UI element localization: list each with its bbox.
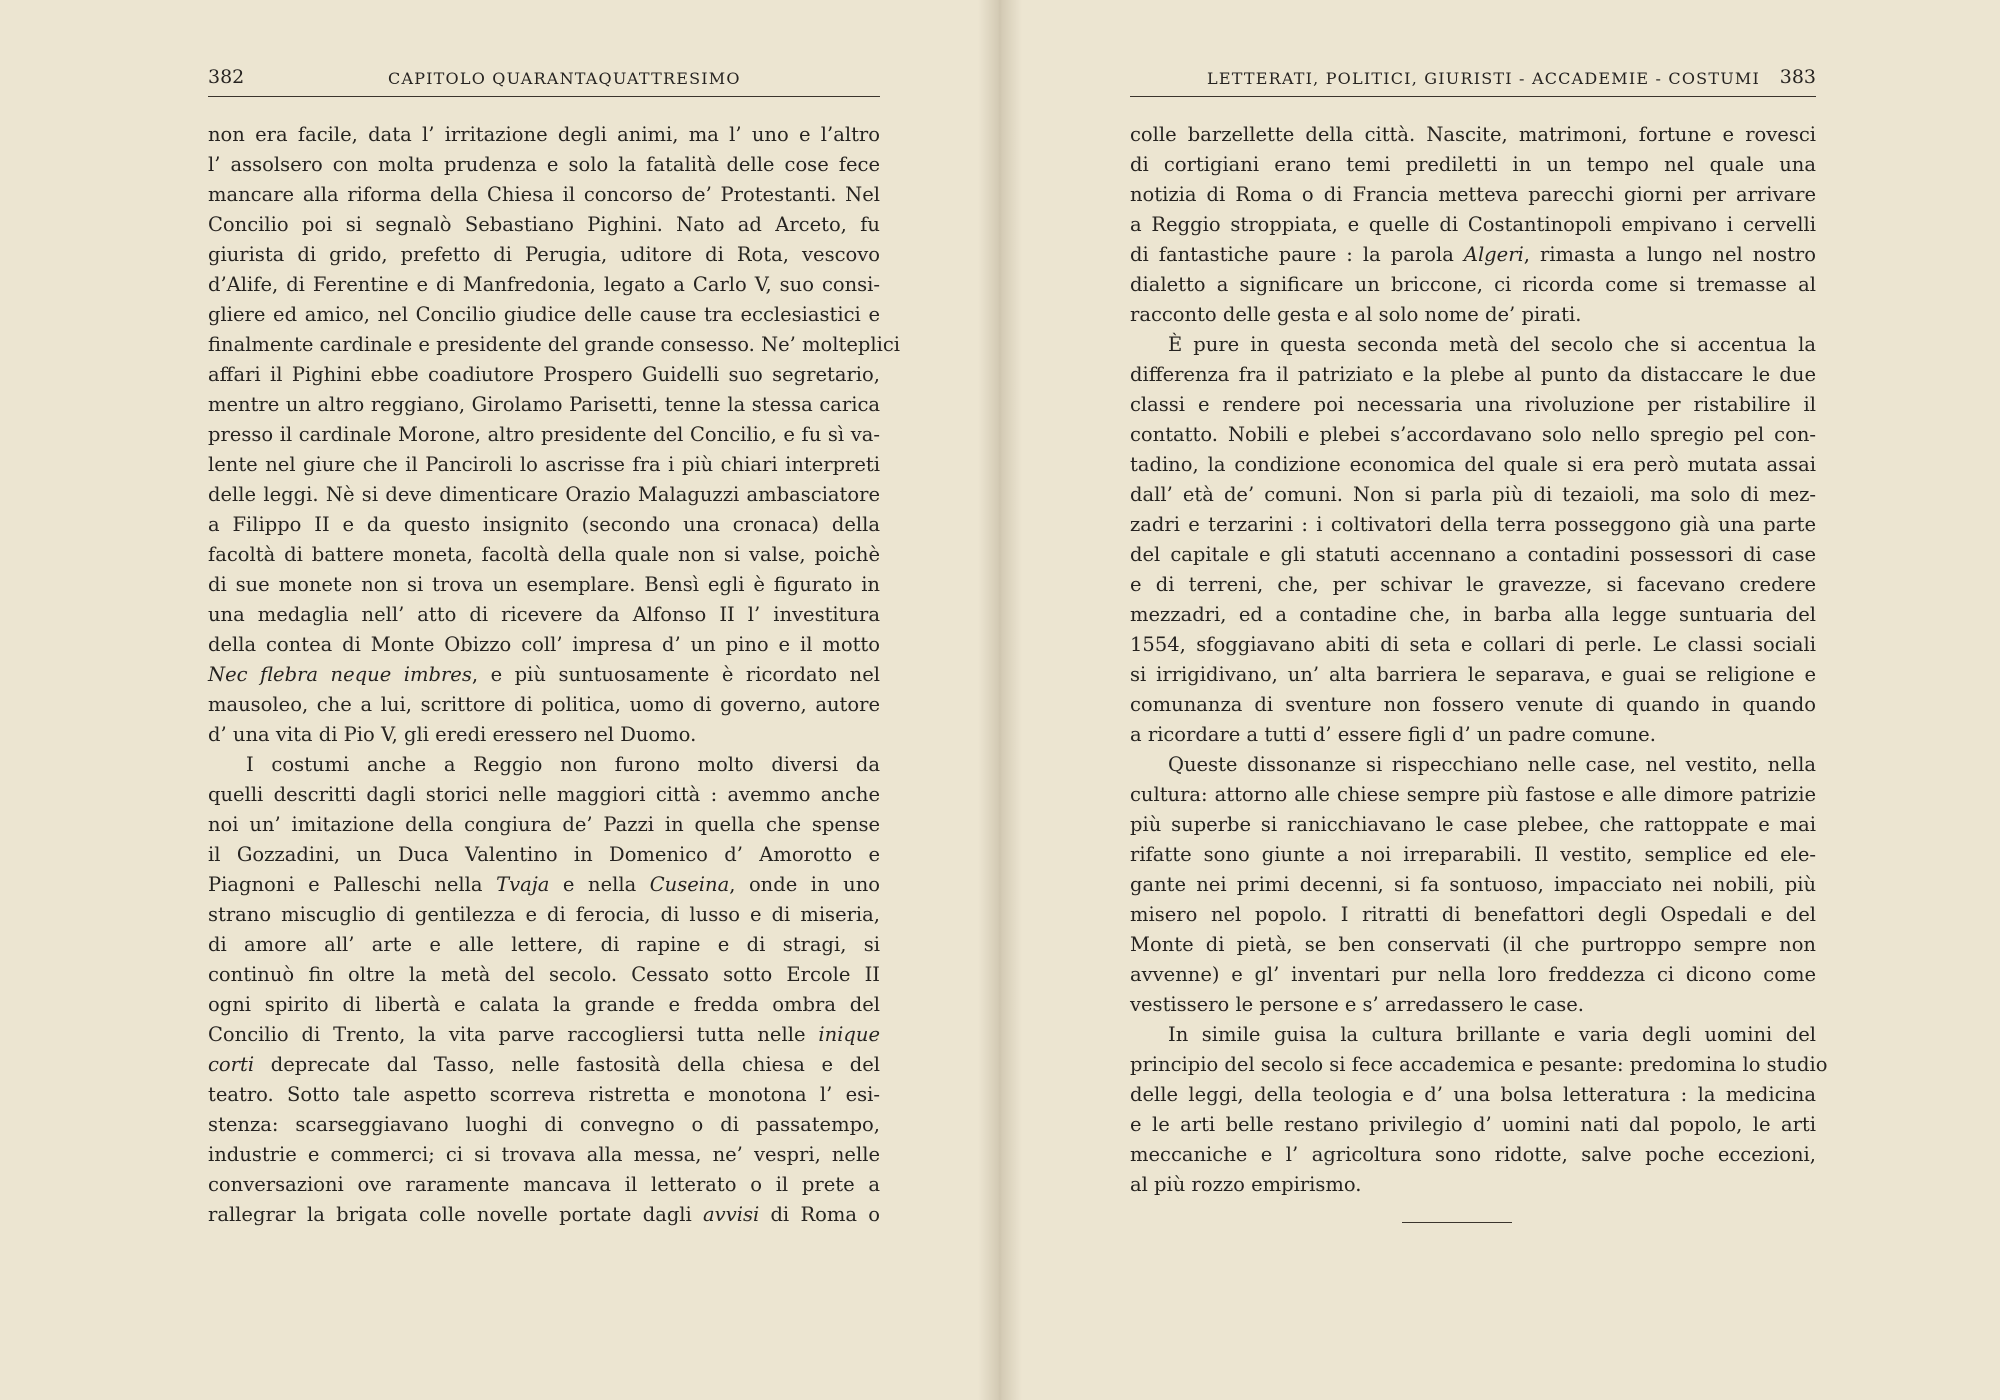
text-line: d’Alife, di Ferentine e di Manfredonia, legato a Carlo V, suo consi- bbox=[208, 273, 880, 296]
text-line: noi un’ imitazione della congiura de’ Pazzi in quella che spense bbox=[208, 813, 880, 836]
text-line: al più rozzo empirismo. bbox=[1130, 1173, 1362, 1196]
text-line: continuò fin oltre la metà del secolo. Cessato sotto Ercole II bbox=[208, 963, 880, 986]
text-line: differenza fra il patriziato e la plebe al punto da distaccare le due bbox=[1130, 363, 1816, 386]
text-line: I costumi anche a Reggio non furono molto diversi da bbox=[246, 753, 880, 776]
text-line: gante nei primi decenni, si fa sontuoso, impacciato nei nobili, più bbox=[1130, 873, 1816, 896]
text-line: ogni spirito di libertà e calata la grande e fredda ombra del bbox=[208, 993, 880, 1016]
text-line: racconto delle gesta e al solo nome de’ pirati. bbox=[1130, 303, 1582, 326]
text-line: presso il cardinale Morone, altro presidente del Concilio, e fu sì va- bbox=[208, 423, 880, 446]
text-line: rifatte sono giunte a noi irreparabili. Il vestito, semplice ed ele- bbox=[1130, 843, 1816, 866]
text-line: e le arti belle restano privilegio d’ uomini nati dal popolo, le arti bbox=[1130, 1113, 1816, 1136]
text-line: quelli descritti dagli storici nelle maggiori città : avemmo anche bbox=[208, 783, 880, 806]
text-line: a Reggio stroppiata, e quelle di Costantinopoli empivano i cervelli bbox=[1130, 213, 1816, 236]
text-line: il Gozzadini, un Duca Valentino in Domenico d’ Amorotto e bbox=[208, 843, 880, 866]
text-line: l’ assolsero con molta prudenza e solo la fatalità delle cose fece bbox=[208, 153, 880, 176]
text-line: notizia di Roma o di Francia metteva parecchi giorni per arrivare bbox=[1130, 183, 1816, 206]
text-line: Monte di pietà, se ben conservati (il che purtroppo sempre non bbox=[1130, 933, 1816, 956]
text-line: Concilio poi si segnalò Sebastiano Pighini. Nato ad Arceto, fu bbox=[208, 213, 880, 236]
text-line: Nec flebra neque imbres, e più suntuosamente è ricordato nel bbox=[208, 663, 881, 686]
text-line: mancare alla riforma della Chiesa il concorso de’ Protestanti. Nel bbox=[208, 183, 880, 206]
text-line: Concilio di Trento, la vita parve raccogliersi tutta nelle inique bbox=[208, 1023, 880, 1046]
text-line: di amore all’ arte e alle lettere, di rapine e di stragi, si bbox=[208, 933, 880, 956]
text-line: strano miscuglio di gentilezza e di ferocia, di lusso e di miseria, bbox=[208, 903, 880, 926]
text-line: giurista di grido, prefetto di Perugia, uditore di Rota, vescovo bbox=[208, 243, 880, 266]
text-line: vestissero le persone e s’ arredassero le case. bbox=[1130, 993, 1584, 1016]
page-header bbox=[1130, 62, 1816, 97]
page-text bbox=[1130, 120, 1828, 1200]
text-line: tadino, la condizione economica del quale si era però mutata assai bbox=[1130, 453, 1816, 476]
page-text bbox=[208, 120, 901, 1230]
text-line: si irrigidivano, un’ alta barriera le separava, e guai se religione e bbox=[1130, 663, 1816, 686]
closing-rule bbox=[1402, 1222, 1512, 1223]
text-line: colle barzellette della città. Nascite, matrimoni, fortune e rovesci bbox=[1130, 123, 1816, 146]
page-header bbox=[208, 62, 880, 97]
text-line: a ricordare a tutti d’ essere figli d’ un padre comune. bbox=[1130, 723, 1656, 746]
text-line: industrie e commerci; ci si trovava alla messa, ne’ vespri, nelle bbox=[208, 1143, 880, 1166]
text-line: dall’ età de’ comuni. Non si parla più di tezaioli, ma solo di mez- bbox=[1130, 483, 1816, 506]
book-gutter bbox=[978, 0, 1022, 1400]
text-line: In simile guisa la cultura brillante e varia degli uomini del bbox=[1168, 1023, 1816, 1046]
text-line: È pure in questa seconda metà del secolo che si accentua la bbox=[1168, 333, 1816, 356]
text-line: principio del secolo si fece accademica e pesante: predomina lo studio bbox=[1130, 1053, 1828, 1076]
text-line: avvenne) e gl’ inventari pur nella loro freddezza ci dicono come bbox=[1130, 963, 1816, 986]
text-line: delle leggi. Nè si deve dimenticare Orazio Malaguzzi ambasciatore bbox=[208, 483, 880, 506]
text-line: corti deprecate dal Tasso, nelle fastosità della chiesa e del bbox=[208, 1053, 880, 1076]
text-line: a Filippo II e da questo insignito (secondo una cronaca) della bbox=[208, 513, 880, 536]
text-line: lente nel giure che il Panciroli lo ascrisse fra i più chiari interpreti bbox=[208, 453, 880, 476]
running-title: CAPITOLO QUARANTAQUATTRESIMO bbox=[388, 69, 741, 88]
text-line: più superbe si ranicchiavano le case plebee, che rattoppate e mai bbox=[1130, 813, 1816, 836]
text-line: conversazioni ove raramente mancava il letterato o il prete a bbox=[208, 1173, 880, 1196]
text-line: comunanza di sventure non fossero venute di quando in quando bbox=[1130, 693, 1816, 716]
text-line: rallegrar la brigata colle novelle portate dagli avvisi di Roma o bbox=[208, 1203, 880, 1226]
text-line: mausoleo, che a lui, scrittore di politica, uomo di governo, autore bbox=[208, 693, 880, 716]
text-line: dialetto a significare un briccone, ci ricorda come si tremasse al bbox=[1130, 273, 1816, 296]
text-line: di sue monete non si trova un esemplare. Bensì egli è figurato in bbox=[208, 573, 880, 596]
italic-motto: Nec flebra neque imbres bbox=[208, 663, 472, 686]
text-line: delle leggi, della teologia e d’ una bolsa letteratura : la medicina bbox=[1130, 1083, 1816, 1106]
text-line: Queste dissonanze si rispecchiano nelle case, nel vestito, nella bbox=[1168, 753, 1816, 776]
page-number: 382 bbox=[208, 66, 245, 88]
text-line: e di terreni, che, per schivar le gravezze, si facevano credere bbox=[1130, 573, 1816, 596]
text-line: di cortigiani erano temi prediletti in un tempo nel quale una bbox=[1130, 153, 1816, 176]
text-line: mezzadri, ed a contadine che, in barba alla legge suntuaria del bbox=[1130, 603, 1816, 626]
text-line: classi e rendere poi necessaria una rivoluzione per ristabilire il bbox=[1130, 393, 1816, 416]
text-line: gliere ed amico, nel Concilio giudice delle cause tra ecclesiastici e bbox=[208, 303, 880, 326]
text-line: teatro. Sotto tale aspetto scorreva ristretta e monotona l’ esi- bbox=[208, 1083, 880, 1106]
text-line: misero nel popolo. I ritratti di benefattori degli Ospedali e del bbox=[1130, 903, 1816, 926]
text-line: di fantastiche paure : la parola Algeri, rimasta a lungo nel nostro bbox=[1130, 243, 1816, 266]
text-line: stenza: scarseggiavano luoghi di convegno o di passatempo, bbox=[208, 1113, 880, 1136]
page-number: 383 bbox=[1779, 66, 1816, 88]
text-line: mentre un altro reggiano, Girolamo Parisetti, tenne la stessa carica bbox=[208, 393, 880, 416]
text-line: facoltà di battere moneta, facoltà della quale non si valse, poichè bbox=[208, 543, 880, 566]
text-line: cultura: attorno alle chiese sempre più fastose e alle dimore patrizie bbox=[1130, 783, 1816, 806]
text-line: del capitale e gli statuti accennano a contadini possessori di case bbox=[1130, 543, 1816, 566]
text-line: non era facile, data l’ irritazione degli animi, ma l’ uno e l’altro bbox=[208, 123, 880, 146]
text-line: zadri e terzarini : i coltivatori della terra posseggono già una parte bbox=[1130, 513, 1816, 536]
running-title: LETTERATI, POLITICI, GIURISTI - ACCADEMIE - COSTUMI bbox=[1207, 69, 1760, 88]
text-line: meccaniche e l’ agricoltura sono ridotte, salve poche eccezioni, bbox=[1130, 1143, 1816, 1166]
text-line: della contea di Monte Obizzo coll’ impresa d’ un pino e il motto bbox=[208, 633, 880, 656]
text-line: finalmente cardinale e presidente del grande consesso. Ne’ molteplici bbox=[208, 333, 901, 356]
text-line: contatto. Nobili e plebei s’accordavano solo nello spregio pel con- bbox=[1130, 423, 1816, 446]
text-line: una medaglia nell’ atto di ricevere da Alfonso II l’ investitura bbox=[208, 603, 880, 626]
text-line: d’ una vita di Pio V, gli eredi eressero nel Duomo. bbox=[208, 723, 697, 746]
text-line: Piagnoni e Palleschi nella Tvaja e nella Cuseina, onde in uno bbox=[208, 873, 880, 896]
text-line: affari il Pighini ebbe coadiutore Prospero Guidelli suo segretario, bbox=[208, 363, 880, 386]
text-line: 1554, sfoggiavano abiti di seta e collari di perle. Le classi sociali bbox=[1130, 633, 1816, 656]
